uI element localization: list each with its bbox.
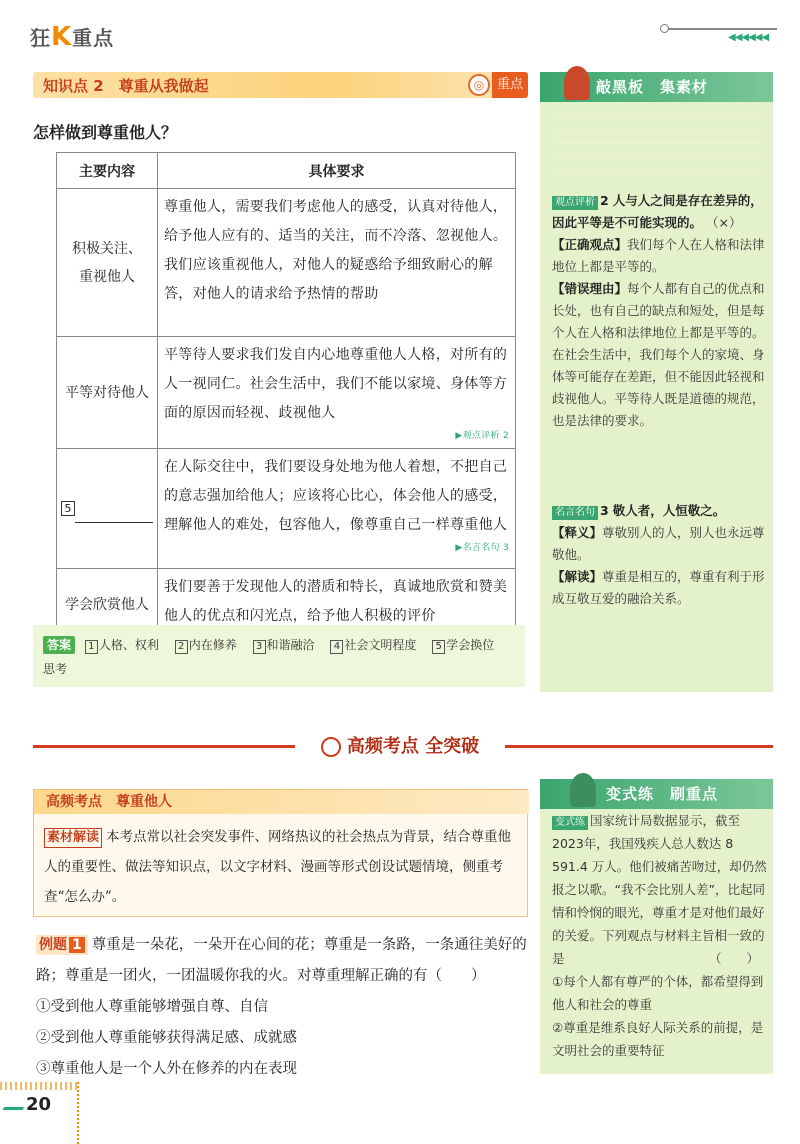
answer-item: 3 和谐融洽 bbox=[253, 638, 315, 652]
detail-cell: 在人际交往中，我们要设身处地为他人着想，不把自己的意志强加给他人；应该将心比心，体会他人的感受，理解他人的难处，包容他人，像尊重自己一样尊重他人 ▶名言名句 3 bbox=[158, 449, 516, 569]
knowledge-point-header bbox=[33, 72, 528, 98]
option[interactable]: ①受到他人尊重能够增强自尊、自信 bbox=[36, 999, 268, 1015]
detail-cell: 我们要善于发现他人的潜质和特长，真诚地欣赏和赞美他人的优点和闪光点，给予他人积极的评价 bbox=[158, 569, 516, 641]
sidebar-practice bbox=[540, 779, 773, 1074]
answer-item: 2 内在修养 bbox=[175, 638, 237, 652]
cross-reference[interactable]: ▶名言名句 3 bbox=[455, 543, 509, 553]
hot-topic-title: 高频考点 尊重他人 bbox=[34, 790, 529, 814]
banner-divider bbox=[505, 745, 773, 748]
table-row bbox=[57, 449, 516, 569]
topic-cell: 积极关注、重视他人 bbox=[57, 189, 158, 337]
swirl-icon bbox=[321, 737, 341, 757]
target-icon: ◎ bbox=[468, 74, 490, 96]
footer-divider bbox=[77, 1082, 79, 1144]
quote-text: 敬人者，人恒敬之。 bbox=[612, 503, 726, 518]
option[interactable]: ①每个人都有尊严的个体，都希望得到他人和社会的尊重 bbox=[552, 974, 764, 1012]
banner-divider bbox=[33, 745, 295, 748]
arrows-icon: ◀◀◀◀◀◀ bbox=[728, 32, 769, 43]
option[interactable]: ②尊重是维系良好人际关系的前提，是文明社会的重要特征 bbox=[552, 1020, 764, 1058]
key-badge: 重点 bbox=[492, 72, 528, 98]
material-tag: 素材解读 bbox=[44, 828, 102, 848]
sidebar-title: 变式练 刷重点 bbox=[540, 779, 773, 809]
teacher-icon bbox=[564, 66, 590, 100]
example-tag: 例题 1 bbox=[36, 935, 88, 955]
practice-body: 变式练 国家统计局数据显示，截至2023年，我国残疾人总人数达 8 591.4 万人。他们被痛苦吻过，却仍然报之以歌。“我不会比别人差”，比起同情和怜悯的眼光，尊重才是对他们最好的关爱。下列观点与材料主旨相一致的是 （ ） ①每个人都有尊严的个体，都希望得到他人和社会的尊重 ②尊重是维系良好人际关系的前提，是文明社会的重要特征 bbox=[552, 813, 767, 1058]
table-row bbox=[57, 337, 516, 449]
question-heading: 怎样做到尊重他人？ bbox=[33, 123, 178, 142]
answer-continuation: 思考 bbox=[43, 662, 68, 676]
table-header-row bbox=[57, 153, 516, 189]
section-title: 知识点 2 尊重从我做起 bbox=[43, 77, 209, 95]
brand-logo: 狂K重点 bbox=[30, 22, 115, 52]
column-header: 主要内容 bbox=[57, 153, 158, 189]
page-number: 20 bbox=[26, 1094, 52, 1115]
student-icon bbox=[570, 773, 596, 807]
answer-item: 4 社会文明程度 bbox=[330, 638, 416, 652]
topic-cell bbox=[57, 449, 158, 569]
page-footer bbox=[0, 1082, 80, 1144]
blackboard-graphic bbox=[554, 108, 762, 188]
option[interactable]: ②受到他人尊重能够获得满足感、成就感 bbox=[36, 1030, 297, 1046]
example-stem: 尊重是一朵花，一朵开在心间的花；尊重是一条路，一条通往美好的路；尊重是一团火，一团温暖你我的火。对尊重理解正确的有（ ） bbox=[36, 937, 527, 984]
answer-item: 1 人格、权利 bbox=[85, 638, 159, 652]
banner-title: 高频考点 全突破 bbox=[300, 733, 500, 761]
blank-number: 5 bbox=[61, 501, 75, 516]
circle-icon bbox=[660, 24, 669, 33]
detail-cell: 尊重他人，需要我们考虑他人的感受，认真对待他人，给予他人应有的、适当的关注，而不冷落、忽视他人。我们应该重视他人，对他人的疑惑给予细致耐心的解答，对他人的请求给予热情的帮助 bbox=[158, 189, 516, 337]
sidebar-title: 敲黑板 集素材 bbox=[540, 72, 773, 102]
example-question bbox=[36, 930, 528, 1085]
topic-cell: 学会欣赏他人 bbox=[57, 569, 158, 641]
topic-cell: 平等对待他人 bbox=[57, 337, 158, 449]
answer-item: 5 学会换位 bbox=[432, 638, 494, 652]
table-row bbox=[57, 189, 516, 337]
detail-cell: 平等待人要求我们发自内心地尊重他人人格，对所有的人一视同仁。社会生活中，我们不能以家境、身体等方面的原因而轻视、歧视他人 ▶观点评析 2 bbox=[158, 337, 516, 449]
viewpoint-mark: （×） bbox=[706, 215, 742, 230]
page-header bbox=[0, 0, 800, 70]
viewpoint-statement: 人与人之间是存在差异的，因此平等是不可能实现的。 bbox=[552, 193, 763, 230]
viewpoint-block: 观点评析 2 人与人之间是存在差异的，因此平等是不可能实现的。 （×） 【正确观点】我们每个人在人格和法律地位上都是平等的。 【错误理由】每个人都有自己的优点和长处，也有自己的缺点和短处，但是每个人在人格和法律地位上都是平等的。在社会生活中，我们每个人的家境、身体等可能存在差距，但不能因此轻视和歧视他人。平等待人既是道德的规范，也是法律的要求。 bbox=[552, 193, 765, 428]
error-reason: 每个人都有自己的优点和长处，也有自己的缺点和短处，但是每个人在人格和法律地位上都是平等的。在社会生活中，我们每个人的家境、身体等可能存在差距，但不能因此轻视和歧视他人。平等待人既是道德的规范，也是法律的要求。 bbox=[552, 281, 765, 428]
header-divider bbox=[665, 28, 777, 30]
sidebar-material bbox=[540, 72, 773, 692]
requirements-table bbox=[56, 152, 516, 641]
option[interactable]: ③尊重他人是一个人外在修养的内在表现 bbox=[36, 1061, 297, 1077]
column-header: 具体要求 bbox=[158, 153, 516, 189]
quote-reading: 尊重是相互的，尊重有利于形成互敬互爱的融洽关系。 bbox=[552, 569, 765, 606]
quote-tag: 名言名句 bbox=[552, 506, 598, 520]
cross-reference[interactable]: ▶观点评析 2 bbox=[455, 431, 509, 441]
answer-tag: 答案 bbox=[43, 636, 75, 654]
answer-blank[interactable]: （ ） bbox=[708, 951, 759, 966]
correct-view: 我们每个人在人格和法律地位上都是平等的。 bbox=[552, 237, 765, 274]
quote-block: 名言名句 3 敬人者，人恒敬之。 【释义】尊敬别人的人，别人也永远尊敬他。 【解读】尊重是相互的，尊重有利于形成互敬互爱的融洽关系。 bbox=[552, 503, 765, 606]
quote-meaning: 尊敬别人的人，别人也永远尊敬他。 bbox=[552, 525, 765, 562]
practice-tag: 变式练 bbox=[552, 816, 588, 830]
answer-key bbox=[33, 625, 525, 687]
answer-blank bbox=[75, 509, 153, 523]
footer-decoration bbox=[0, 1082, 80, 1090]
hot-topic-body: 素材解读 本考点常以社会突发事件、网络热议的社会热点为背景，结合尊重他人的重要性、做法等知识点，以文字材料、漫画等形式创设试题情境，侧重考查“怎么办”。 bbox=[44, 829, 512, 905]
hot-topic-box bbox=[33, 789, 528, 917]
viewpoint-tag: 观点评析 bbox=[552, 196, 598, 210]
